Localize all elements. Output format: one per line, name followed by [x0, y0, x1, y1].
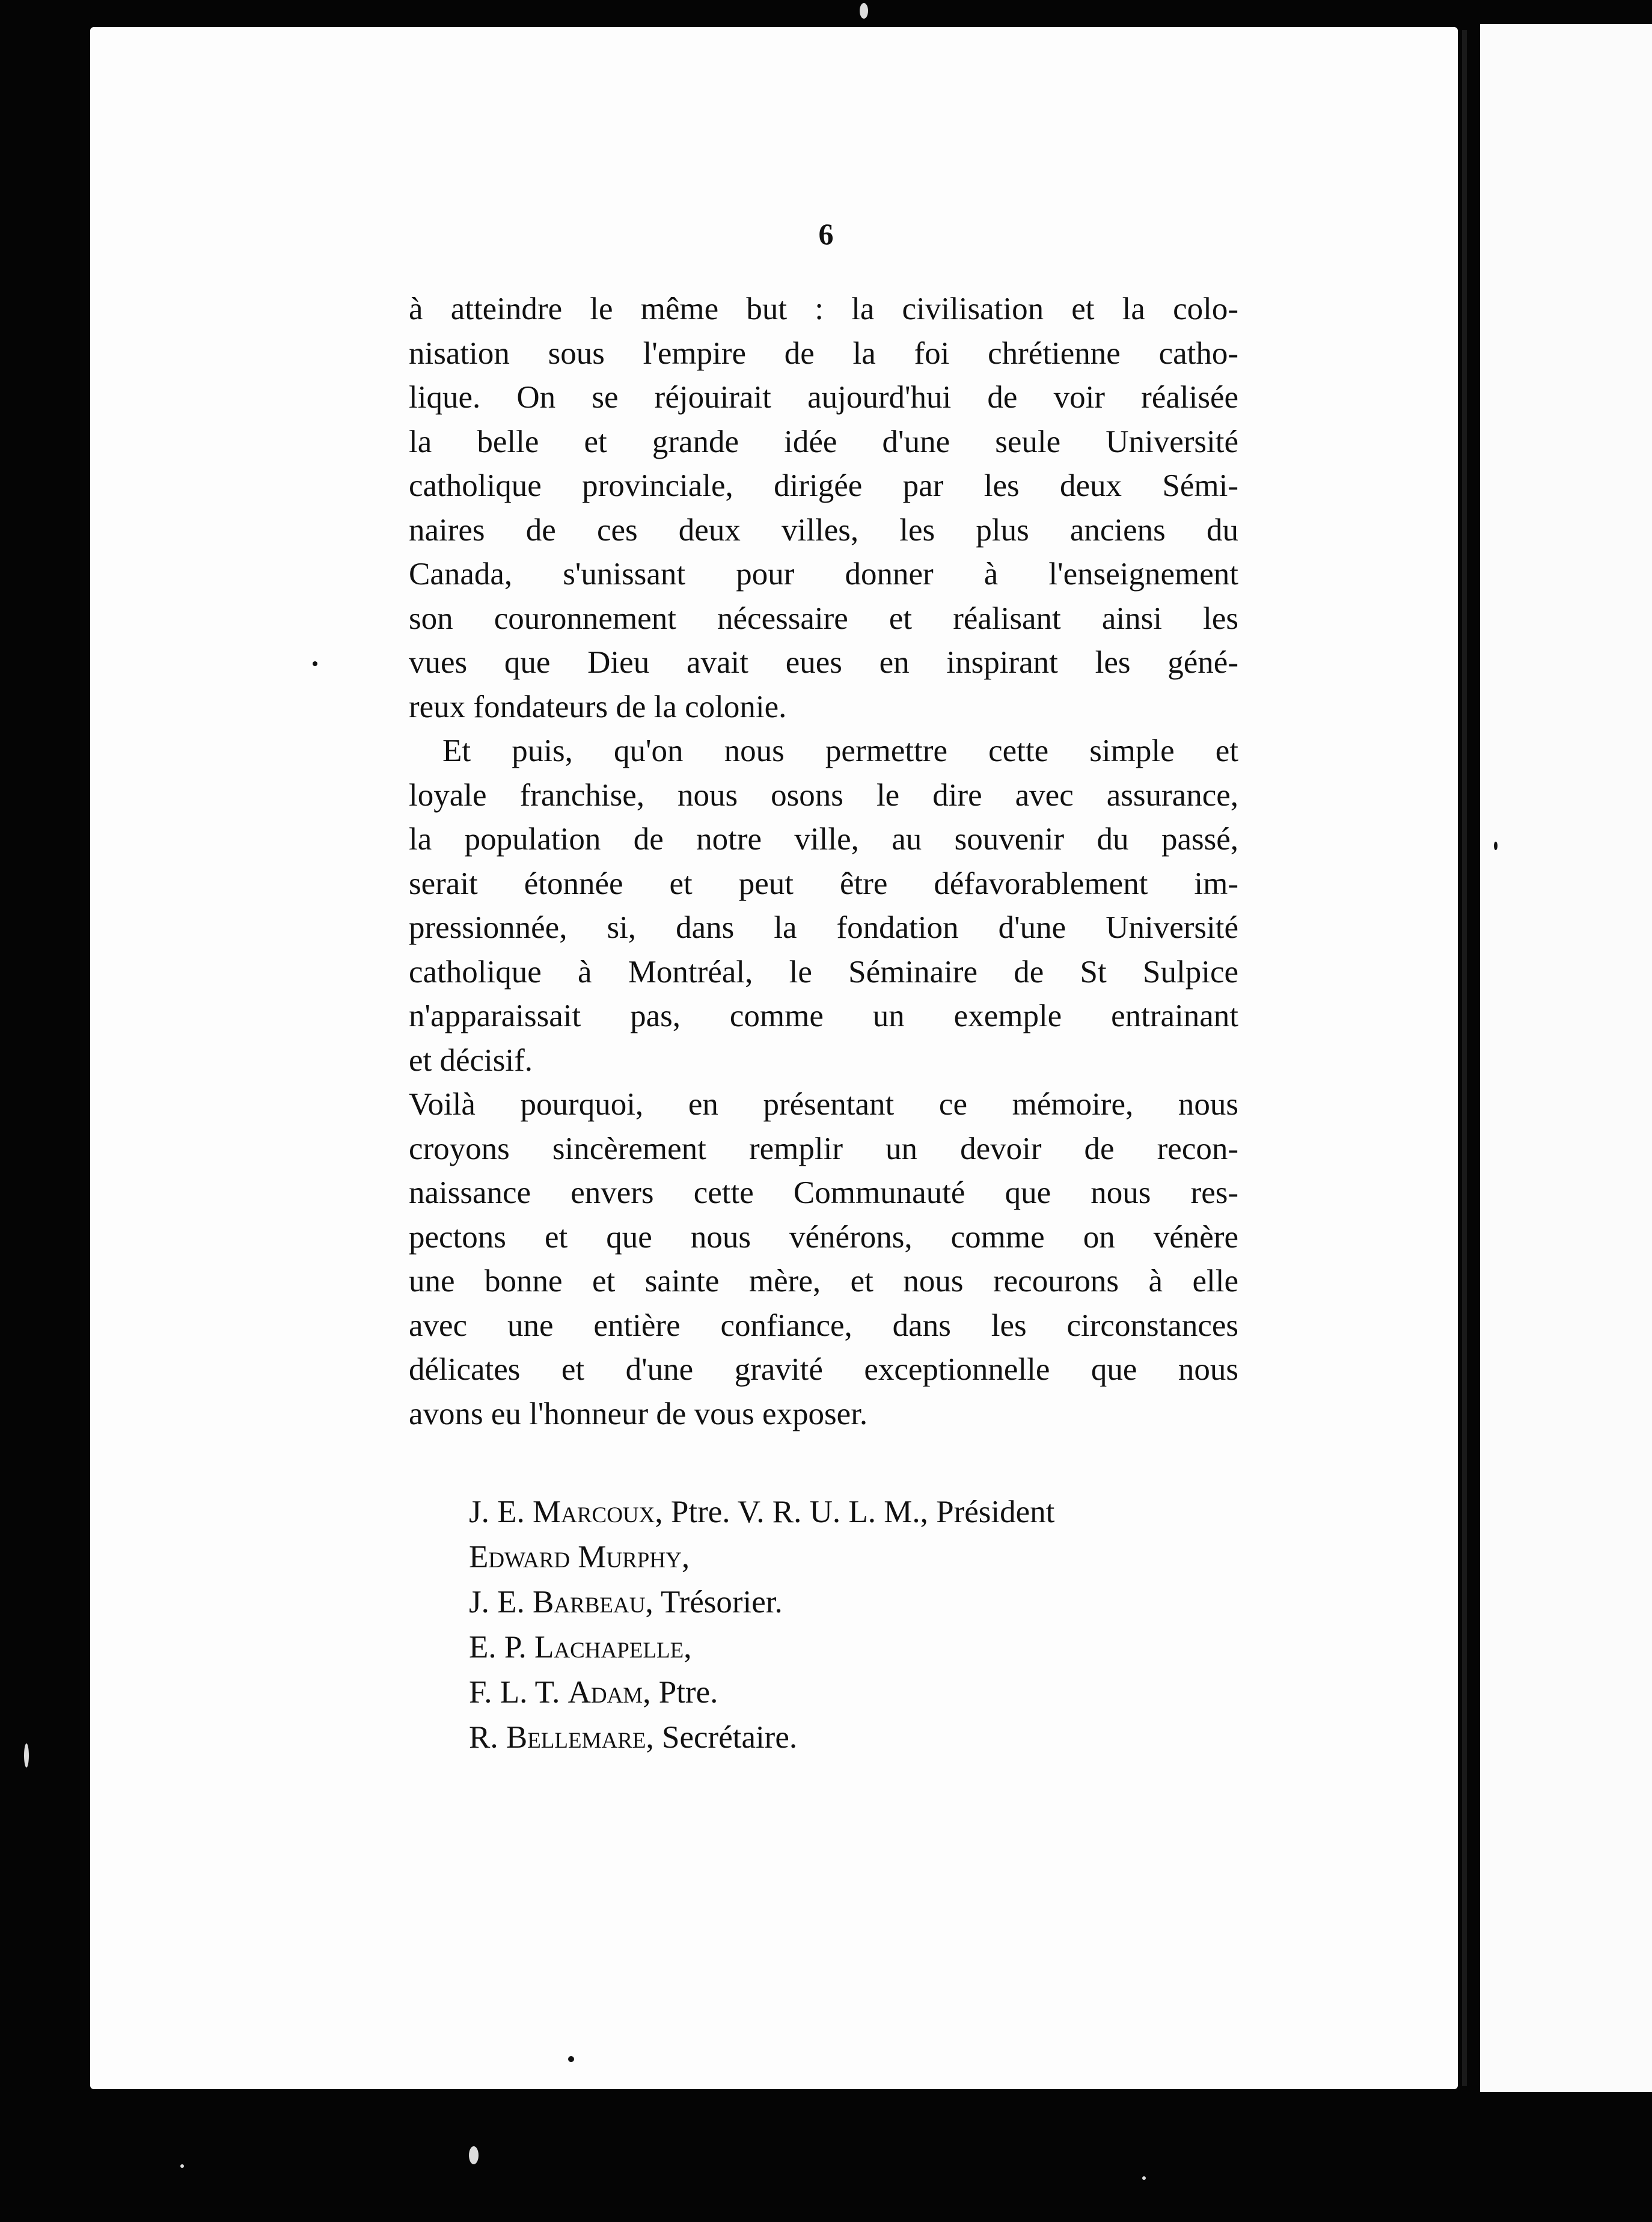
- scan-speck: [1494, 842, 1498, 850]
- page-fold-shadow: [1462, 30, 1467, 2086]
- text-line: n'apparaissait pas, comme un exemple entrainant: [409, 999, 1238, 1033]
- signature-name: Edward Murphy: [469, 1540, 682, 1575]
- paragraph-2: [409, 729, 1238, 1083]
- text-line: pectons et que nous vénérons, comme on vénère: [409, 1219, 1238, 1255]
- signature-line: [469, 1490, 1250, 1535]
- facing-page-edge: [1480, 24, 1652, 2092]
- text-line: catholique à Montréal, le Séminaire de St Sulpice: [409, 954, 1238, 990]
- scan-speck: [469, 2146, 479, 2164]
- text-line: Voilà pourquoi, en présentant ce mémoire, nous: [409, 1087, 1238, 1122]
- page-number: 6: [818, 217, 834, 251]
- signature-name: Adam: [567, 1675, 643, 1710]
- text-line: délicates et d'une gravité exceptionnelle que nous: [409, 1352, 1238, 1387]
- text-line: son couronnement nécessaire et réalisant ainsi les: [409, 601, 1238, 636]
- signature-name: Marcoux: [533, 1495, 655, 1529]
- text-line: une bonne et sainte mère, et nous recourons à elle: [409, 1264, 1238, 1299]
- paragraph-1: [409, 287, 1238, 729]
- signature-role: , Ptre. V. R. U. L. M., Président: [655, 1495, 1055, 1529]
- signature-name: Bellemare: [506, 1720, 646, 1755]
- text-line: serait étonnée et peut être défavorablement im-: [409, 866, 1238, 901]
- text-line: avons eu l'honneur de vous exposer.: [409, 1396, 868, 1431]
- signature-initials: F. L. T.: [469, 1675, 560, 1710]
- text-line: reux fondateurs de la colonie.: [409, 689, 787, 724]
- text-line: à atteindre le même but : la civilisation et la colo-: [409, 292, 1238, 326]
- signature-line: [469, 1580, 1250, 1625]
- signature-line: [469, 1625, 1250, 1670]
- text-line: croyons sincèrement remplir un devoir de recon-: [409, 1131, 1238, 1166]
- text-line: nisation sous l'empire de la foi chrétienne catho-: [409, 335, 1238, 371]
- text-line: la belle et grande idée d'une seule Université: [409, 424, 1238, 459]
- signature-name: Barbeau: [533, 1585, 646, 1620]
- signature-block: [469, 1490, 1250, 1760]
- scan-speck: [180, 2164, 184, 2168]
- text-line: loyale franchise, nous osons le dire avec assurance,: [409, 777, 1238, 813]
- paragraph-3: [409, 1083, 1238, 1436]
- signature-initials: J. E.: [469, 1495, 525, 1529]
- text-line: lique. On se réjouirait aujourd'hui de voir réalisée: [409, 380, 1238, 415]
- text-line: pressionnée, si, dans la fondation d'une Université: [409, 910, 1238, 945]
- signature-line: [469, 1535, 1250, 1580]
- text-line: vues que Dieu avait eues en inspirant les géné-: [409, 645, 1238, 680]
- text-line: naires de ces deux villes, les plus anciens du: [409, 512, 1238, 548]
- text-line: naissance envers cette Communauté que nous res-: [409, 1175, 1238, 1210]
- signature-role: , Ptre.: [643, 1675, 718, 1710]
- text-line: et décisif.: [409, 1042, 533, 1078]
- text-line: Canada, s'unissant pour donner à l'enseignement: [409, 557, 1238, 592]
- text-line: catholique provinciale, dirigée par les deux Sémi-: [409, 468, 1238, 503]
- signature-line: [469, 1670, 1250, 1715]
- signature-initials: E. P.: [469, 1630, 527, 1665]
- text-line: Et puis, qu'on nous permettre cette simple et: [442, 733, 1238, 768]
- text-line: la population de notre ville, au souvenir du passé,: [409, 822, 1238, 857]
- signature-role: ,: [684, 1630, 692, 1665]
- signature-initials: J. E.: [469, 1585, 525, 1620]
- signature-line: [469, 1715, 1250, 1760]
- scan-speck: [313, 661, 317, 666]
- scan-speck: [860, 3, 868, 19]
- signature-name: Lachapelle: [534, 1630, 684, 1665]
- signature-role: , Trésorier.: [645, 1585, 783, 1620]
- scan-speck: [1142, 2176, 1146, 2180]
- signature-initials: R.: [469, 1720, 498, 1755]
- scan-speck: [568, 2056, 574, 2062]
- text-line: avec une entière confiance, dans les circonstances: [409, 1308, 1238, 1343]
- body-text: [409, 287, 1238, 1436]
- signature-role: ,: [681, 1540, 690, 1575]
- scan-speck: [24, 1743, 29, 1768]
- signature-role: , Secrétaire.: [646, 1720, 798, 1755]
